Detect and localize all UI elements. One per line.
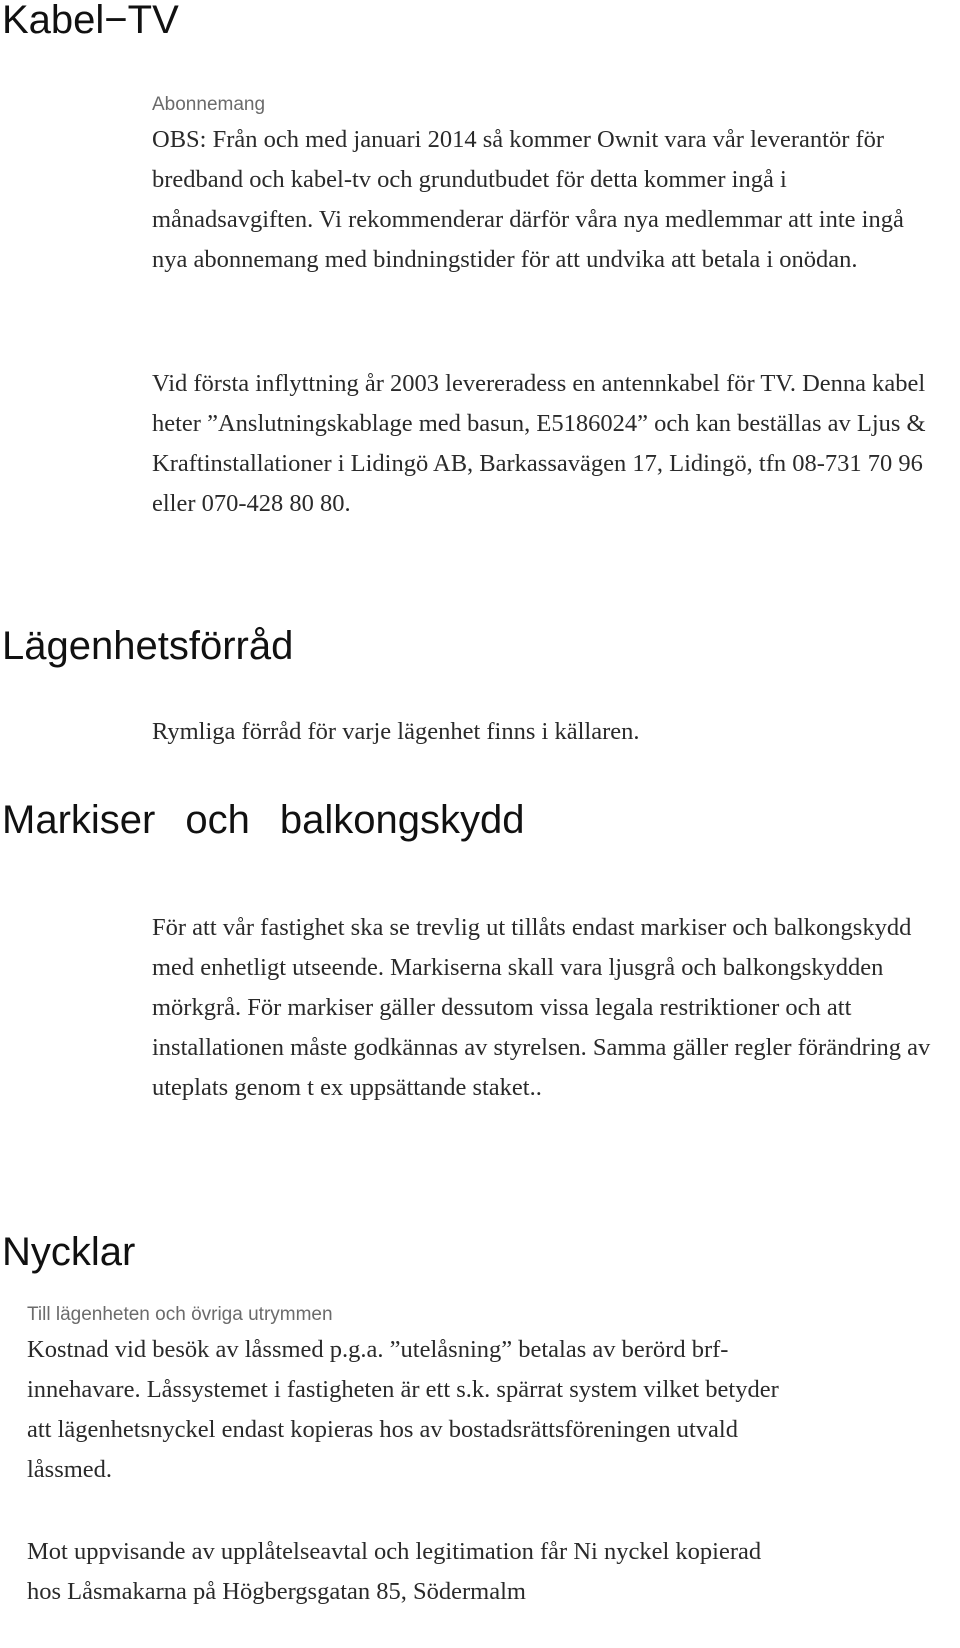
subheading-nycklar: Till lägenheten och övriga utrymmen bbox=[27, 1304, 333, 1325]
paragraph-markiser: För att vår fastighet ska se trevlig ut tillåts endast markiser och balkongskydd med enhetligt utseende. Markiserna skall vara ljusgrå och balkongskydden mörkgrå. För markiser gäller dessutom vissa legala restriktioner och att installationen måste godkännas av styrelsen. Samma gäller regler förändring av uteplats genom t ex uppsättande staket.. bbox=[152, 914, 931, 1101]
heading-markiser-word3: balkongskydd bbox=[279, 798, 525, 842]
heading-nycklar: Nycklar bbox=[2, 1230, 136, 1274]
paragraph-nycklar-cost: Kostnad vid besök av låssmed p.g.a. ”utelåsning” betalas av berörd brf-innehavare. Låssystemet i fastigheten är ett s.k. spärrat system vilket betyder att lägenhetsnyckel endast kopieras hos av bostadsrättsföreningen utvald låssmed. bbox=[27, 1336, 779, 1483]
paragraph-kabel-tv-obs: OBS: Från och med januari 2014 så kommer Ownit vara vår leverantör för bredband och kabel-tv och grundutbudet för detta kommer ingå i månadsavgiften. Vi rekommenderar därför våra nya medlemmar att inte ingå nya abonnemang med bindningstider för att undvika att betala i onödan. bbox=[152, 126, 904, 273]
heading-markiser-och-balkongskydd bbox=[2, 800, 524, 840]
subheading-abonnemang: Abonnemang bbox=[152, 94, 266, 115]
heading-markiser-word2: och bbox=[185, 798, 250, 842]
heading-markiser-word1: Markiser bbox=[2, 798, 156, 842]
paragraph-nycklar-copy: Mot uppvisande av upplåtelseavtal och legitimation får Ni nyckel kopierad hos Låsmakarna på Högbergsgatan 85, Södermalm bbox=[27, 1538, 762, 1605]
heading-kabel-tv: Kabel−TV bbox=[2, 0, 179, 42]
paragraph-kabel-tv-antenna: Vid första inflyttning år 2003 levereradess en antennkabel för TV. Denna kabel heter ”Anslutningskablage med basun, E5186024” och kan beställas av Ljus & Kraftinstallationer i Lidingö AB, Barkassavägen 17, Lidingö, tfn 08-731 70 96 eller 070-428 80 80. bbox=[152, 370, 926, 517]
paragraph-lagenhetsforrad: Rymliga förråd för varje lägenhet finns i källaren. bbox=[152, 718, 640, 745]
heading-lagenhetsforrad: Lägenhetsförråd bbox=[2, 624, 294, 668]
